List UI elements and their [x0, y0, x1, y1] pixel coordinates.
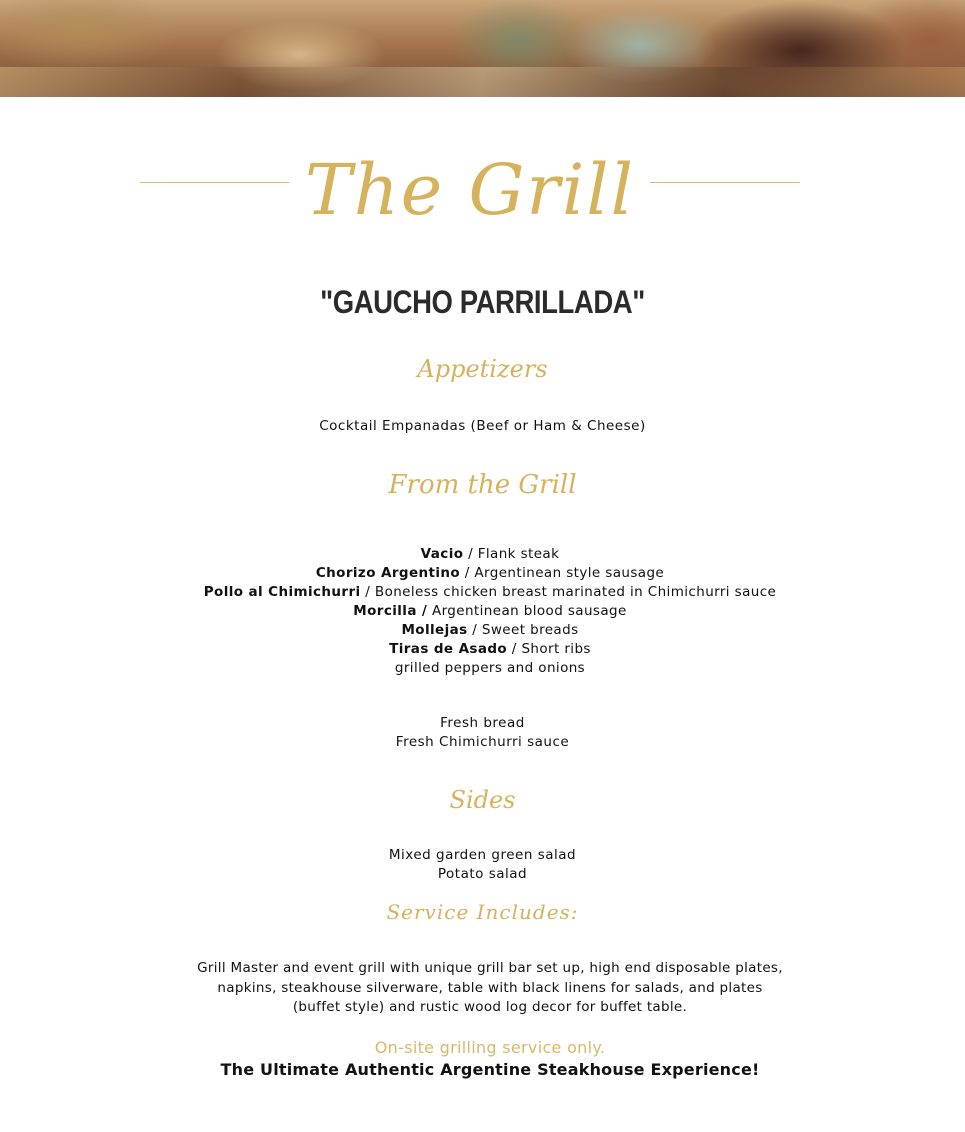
- service-title: Service Includes:: [386, 900, 579, 924]
- sides-title: Sides: [449, 786, 516, 814]
- hero-blur: [0, 67, 965, 97]
- side-item: Potato salad: [437, 866, 528, 882]
- grill-bread: Fresh bread: [440, 715, 525, 731]
- page-title: The Grill: [305, 149, 635, 231]
- grill-extra: grilled peppers and onions: [394, 660, 586, 676]
- service-description: Grill Master and event grill with unique grill bar set up, high end disposable plates, napkins, steakhouse silverware, table with black linens for salads, and plates (buffet style) and rustic wood log decor for buffet table.: [197, 960, 783, 1015]
- grill-list: [200, 545, 780, 678]
- grill-title: From the Grill: [388, 470, 577, 500]
- onsite-note: On-site grilling service only.: [374, 1038, 606, 1057]
- title-row: [140, 140, 800, 260]
- side-item: Mixed garden green salad: [388, 847, 577, 863]
- grill-item: Pollo al Chimichurri / Boneless chicken breast marinated in Chimichurri sauce: [203, 584, 777, 600]
- tagline: The Ultimate Authentic Argentine Steakhouse Experience!: [220, 1060, 760, 1079]
- title-divider-left: [140, 182, 289, 183]
- appetizer-item: Cocktail Empanadas (Beef or Ham & Cheese): [319, 418, 646, 434]
- appetizers-title: Appetizers: [417, 355, 548, 383]
- grill-item: Morcilla / Argentinean blood sausage: [353, 603, 627, 619]
- grill-item: Tiras de Asado / Short ribs: [389, 641, 591, 657]
- title-divider-right: [650, 182, 800, 183]
- grill-item: Chorizo Argentino / Argentinean style sausage: [315, 565, 665, 581]
- grill-sauce: Fresh Chimichurri sauce: [395, 734, 570, 750]
- grill-item: Mollejas / Sweet breads: [401, 622, 579, 638]
- menu-heading: "GAUCHO PARRILLADA": [320, 284, 645, 320]
- hero-image: [0, 0, 965, 97]
- grill-item: Vacio / Flank steak: [420, 546, 560, 562]
